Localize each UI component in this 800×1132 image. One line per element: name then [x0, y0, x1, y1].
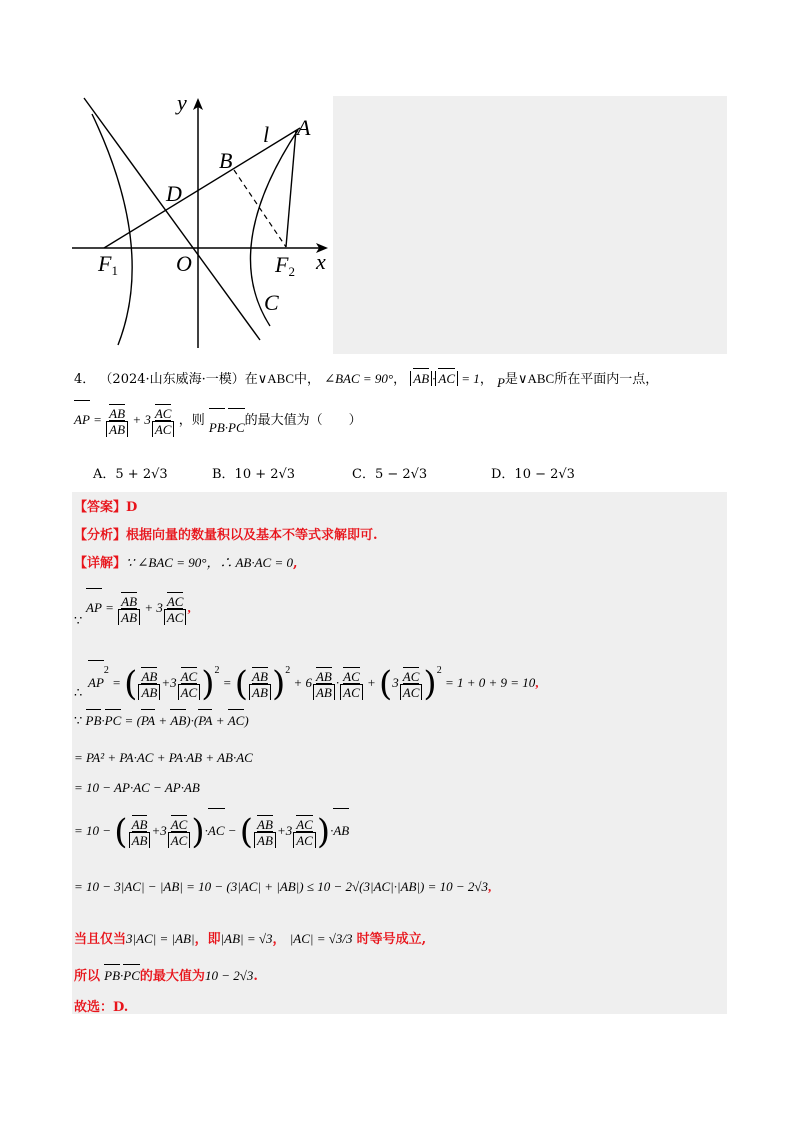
label-x: x [316, 249, 326, 274]
comma-2: ， [479, 372, 493, 387]
label-y: y [177, 90, 187, 115]
question-mid-text: 中， [294, 372, 321, 387]
segment-BF2-dashed [234, 170, 286, 247]
detail-expand: = PA² + PA·AC + PA·AB + AB·AC [74, 750, 253, 765]
detail-final-step: = 10 − 3|AC| − |AB| = 10 − (3|AC| + |AB|) ≤ 10 − 2√(3|AC|·|AB|) = 10 − 2√3, [74, 879, 492, 894]
label-O: O [176, 251, 192, 276]
detail-line-1: 【详解】∵ ∠BAC = 90°，∴ AB·AC = 0, [74, 555, 298, 571]
label-l: l [263, 122, 270, 147]
point-p-desc: 是 [504, 372, 518, 387]
then-text: ，则 [178, 413, 205, 428]
ap-definition: AP = $\frac{AB}{AB}$ + 3 $\frac{AC}{AC}$ [74, 412, 179, 427]
analysis-label: 【分析】根据向量的数量积以及基本不等式求解即可. [74, 528, 378, 543]
label-A: A [297, 115, 311, 140]
point-p: P [496, 375, 505, 390]
detail-dot-zero: ，∴ AB·AC = 0 [206, 555, 293, 570]
label-C: C [264, 290, 279, 315]
angle-condition: ∠BAC = 90° [324, 371, 394, 386]
find-text: 的最大值为（ ） [244, 413, 362, 428]
conclusion-text-a: 所以 [74, 969, 101, 984]
detail-ap-eq: AP = $\frac{AB}{AB}$ + 3 $\frac{AC}{AC}$ , [86, 590, 191, 626]
choice-line: 故选：D. [74, 1000, 129, 1015]
option-b[interactable]: B．10 + 2√3 [212, 467, 296, 482]
equality-cond-3: |AC| = √3/3 [289, 931, 353, 946]
detail-simplify: = 10 − AP·AC − AP·AB [74, 780, 200, 795]
detail-angle: ∵ ∠BAC = 90° [126, 555, 207, 570]
product-condition: AB · AC = 1 [410, 371, 480, 386]
triangle-abc-2: ∨ABC [517, 371, 555, 386]
detail-pb-pc: ∵ PB·PC = (PA + AB)·(PA + AC) [74, 711, 249, 731]
label-F2: $F_2$ [275, 252, 295, 279]
equality-cond-2: |AB| = √3 [220, 931, 273, 946]
detail-since-symbol: ∵ [74, 614, 83, 629]
since-symbol-2: ∵ [74, 713, 83, 728]
comma-1: ， [393, 372, 407, 387]
figure-gray-panel [333, 96, 727, 354]
option-d[interactable]: D．10 − 2√3 [491, 467, 575, 482]
conclusion-pb-pc: PB·PC [104, 968, 140, 983]
conclusion-value: 10 − 2√3 [204, 968, 254, 983]
detail-label: 【详解】 [74, 556, 127, 571]
asymptote-line [84, 98, 260, 340]
option-c[interactable]: C．5 − 2√3 [352, 467, 428, 482]
conclusion-text-b: 的最大值为 [139, 969, 205, 984]
equality-text-c: 时等号成立, [356, 932, 427, 947]
line-l [104, 128, 300, 248]
hyperbola-left-branch [92, 114, 132, 345]
detail-ap-squared: $AP^2$ = ( $\frac{AB}{AB}$ +3 $\frac{AC}{AC}$ )$^2$ = ( $\frac{AB}{AB}$ )$^2$ + 6 $\frac{AB}{AB}$ · $\frac{AC}{AC}$ + (3 $\frac{AC}{AC}$ )$^2$ = 1 + 0 + 9 = 10, [88, 650, 539, 704]
question-line-1 [74, 370, 658, 392]
question-source: （2024·山东威海·一模）在 [99, 372, 258, 387]
pb-dot-pc: PB·PC [209, 420, 245, 435]
point-p-desc-2: 所在平面内一点， [554, 372, 659, 387]
equality-cond-1: 3|AC| = |AB| [126, 931, 195, 946]
equality-text-a: 当且仅当 [74, 932, 127, 947]
label-D: D [166, 181, 182, 206]
question-number: 4． [74, 372, 96, 387]
answer-label: 【答案】D [74, 500, 138, 515]
triangle-abc: ∨ABC [257, 371, 295, 386]
detail-final-text: = 10 − 3|AC| − |AB| = 10 − (3|AC| + |AB|) ≤ 10 − 2√(3|AC|·|AB|) = 10 − 2√3 [74, 879, 489, 894]
conclusion-line: 所以 PB·PC的最大值为10 − 2√3. [74, 968, 258, 984]
equality-condition-line: 当且仅当3|AC| = |AB|，即|AB| = √3， |AC| = √3/3 时等号成立, [74, 931, 427, 947]
label-F1: $F_1$ [98, 251, 118, 278]
option-a[interactable]: A．5 + 2√3 [93, 467, 168, 482]
detail-therefore-symbol: ∴ [74, 686, 83, 701]
question-line-2 [74, 402, 362, 446]
detail-eq-value: = 1 + 0 + 9 = 10 [444, 675, 536, 690]
hyperbola-figure [70, 90, 335, 355]
product-value: = 1 [461, 371, 480, 386]
label-B: B [219, 148, 233, 173]
equality-text-b: ，即 [194, 932, 221, 947]
detail-substitute: = 10 − ( $\frac{AB}{AB}$ +3 $\frac{AC}{AC}$ )·AC − ( $\frac{AB}{AB}$ +3 $\frac{AC}{AC}$ )·AB [74, 810, 349, 852]
